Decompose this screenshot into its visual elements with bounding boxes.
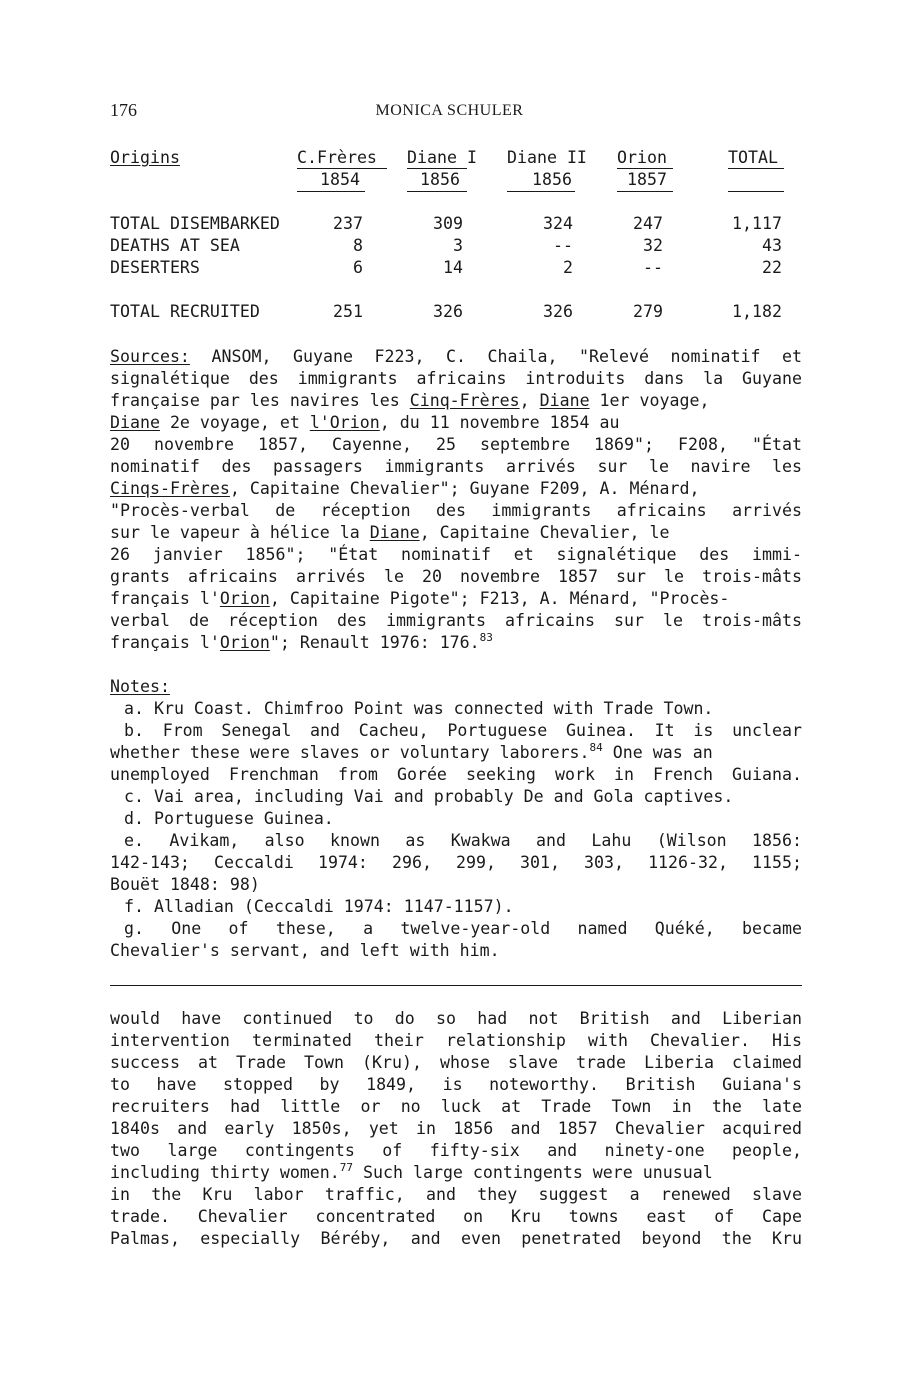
header-rule <box>407 168 467 169</box>
text-line: two large contingents of fifty-six and ninety-one people, <box>110 1141 802 1160</box>
table-cell: -- <box>643 258 663 277</box>
row-label-deserters: DESERTERS <box>110 258 200 277</box>
table-cell: 6 <box>353 258 363 277</box>
table-cell: 1,182 <box>732 302 782 321</box>
column-header-cfreres: C.Frères <box>297 148 377 167</box>
text-run: français l' <box>110 633 220 652</box>
table-cell: 251 <box>333 302 363 321</box>
note-g-cont: Chevalier's servant, and left with him. <box>110 941 500 960</box>
year-rule <box>407 191 467 192</box>
table-cell: -- <box>553 236 573 255</box>
text-line <box>110 566 802 588</box>
text-line: would have continued to do so had not British and Liberian <box>110 1009 802 1028</box>
column-header-total: TOTAL <box>728 148 778 167</box>
note-b: b. From Senegal and Cacheu, Portuguese Guinea. It is unclear <box>124 721 802 740</box>
text-line <box>110 478 802 500</box>
text-run: "; Renault 1976: 176. <box>269 633 480 652</box>
table-cell: 32 <box>643 236 663 255</box>
text-line <box>110 544 802 566</box>
text-run: , Capitaine Chevalier"; Guyane F209, A. Ménard, <box>229 479 700 498</box>
body-paragraph <box>110 1008 802 1250</box>
text-run: 26 janvier 1856"; "État nominatif et signalétique des immi- <box>110 545 802 564</box>
text-line <box>110 500 802 522</box>
ship-name: Orion <box>219 589 270 608</box>
text-run: nominatif des passagers immigrants arrivés sur le navire les <box>110 457 802 476</box>
table-cell: 14 <box>443 258 463 277</box>
note-g: g. One of these, a twelve-year-old named Quéké, became <box>124 919 802 938</box>
running-head: MONICA SCHULER <box>375 102 524 119</box>
text-run: , <box>519 391 540 410</box>
table-cell: 326 <box>543 302 573 321</box>
text-run: sur le vapeur à hélice la <box>110 523 370 542</box>
ship-name: l'Orion <box>309 413 380 432</box>
note-e-cont: Bouët 1848: 98) <box>110 875 260 894</box>
text-line <box>110 412 802 434</box>
text-run: , du 11 novembre 1854 au <box>379 413 620 432</box>
ship-name: Diane <box>539 391 590 410</box>
footnote-ref-84: 84 <box>589 741 603 754</box>
table-cell: 22 <box>762 258 782 277</box>
notes-label: Notes: <box>110 677 170 696</box>
note-e-cont: 142-143; Ceccaldi 1974: 296, 299, 301, 303, 1126-32, 1155; <box>110 853 802 872</box>
text-line <box>110 368 802 390</box>
text-line <box>110 610 802 632</box>
header-rule <box>297 168 387 169</box>
text-line: intervention terminated their relationship with Chevalier. His <box>110 1031 802 1050</box>
text-line <box>110 522 802 544</box>
table-cell: 2 <box>563 258 573 277</box>
text-line: recruiters had little or no luck at Trade Town in the late <box>110 1097 802 1116</box>
note-e: e. Avikam, also known as Kwakwa and Lahu (Wilson 1856: <box>124 831 802 850</box>
ship-name: Cinq-Frères <box>409 391 520 410</box>
ship-name: Cinqs-Frères <box>110 479 230 498</box>
table-cell: 326 <box>433 302 463 321</box>
table-cell: 1,117 <box>732 214 782 233</box>
text-run: One was an <box>602 743 713 762</box>
text-run: signalétique des immigrants africains introduits dans la Guyane <box>110 369 802 388</box>
header-rule <box>728 168 784 169</box>
text-line <box>110 456 802 478</box>
column-header-orion: Orion <box>617 148 667 167</box>
note-f: f. Alladian (Ceccaldi 1974: 1147-1157). <box>124 897 514 916</box>
text-run: français l' <box>110 589 220 608</box>
table-cell: 247 <box>633 214 663 233</box>
column-year-orion: 1857 <box>627 170 667 189</box>
section-divider <box>110 985 802 986</box>
text-run: Such large contingents were unusual <box>353 1163 713 1182</box>
note-c: c. Vai area, including Vai and probably De and Gola captives. <box>124 787 734 806</box>
footnote-ref-83: 83 <box>479 631 493 644</box>
text-line: to have stopped by 1849, is noteworthy. British Guiana's <box>110 1075 802 1094</box>
text-run: 2e voyage, et <box>159 413 310 432</box>
note-b-cont: unemployed Frenchman from Gorée seeking work in French Guiana. <box>110 765 802 784</box>
year-rule <box>617 191 673 192</box>
header-rule <box>617 168 673 169</box>
text-line: success at Trade Town (Kru), whose slave trade Liberia claimed <box>110 1053 802 1072</box>
row-label-total-disembarked: TOTAL DISEMBARKED <box>110 214 280 233</box>
text-run: 20 novembre 1857, Cayenne, 25 septembre 1869"; F208, "État <box>110 435 802 454</box>
row-label-total-recruited: TOTAL RECRUITED <box>110 302 260 321</box>
year-rule <box>297 191 365 192</box>
text-line <box>110 1162 802 1184</box>
notes-section <box>110 676 802 962</box>
column-year-diane-ii: 1856 <box>532 170 572 189</box>
column-header-diane-ii: Diane II <box>507 148 587 167</box>
text-line: in the Kru labor traffic, and they suggest a renewed slave <box>110 1185 802 1204</box>
text-run: 1er voyage, <box>589 391 710 410</box>
text-line <box>110 346 802 368</box>
table-cell: 309 <box>433 214 463 233</box>
text-run: verbal de réception des immigrants africains sur le trois-mâts <box>110 611 802 630</box>
text-line <box>110 434 802 456</box>
text-run: grants africains arrivés le 20 novembre 1857 sur le trois-mâts <box>110 567 802 586</box>
text-line: Palmas, especially Béréby, and even penetrated beyond the Kru <box>110 1229 802 1248</box>
sources-paragraph <box>110 346 802 654</box>
column-year-diane-i: 1856 <box>420 170 460 189</box>
text-run: "Procès-verbal de réception des immigrants africains arrivés <box>110 501 802 520</box>
table-cell: 279 <box>633 302 663 321</box>
text-line <box>110 390 802 412</box>
table-cell: 237 <box>333 214 363 233</box>
text-run: ANSOM, Guyane F223, C. Chaila, "Relevé nominatif et <box>211 347 802 366</box>
ship-name: Diane <box>110 413 160 432</box>
row-label-deaths-at-sea: DEATHS AT SEA <box>110 236 240 255</box>
sources-label: Sources: <box>110 347 190 366</box>
year-rule <box>507 191 575 192</box>
page-number: 176 <box>110 100 137 120</box>
text-line <box>110 588 802 610</box>
text-run: including thirty women. <box>110 1163 340 1182</box>
note-a: a. Kru Coast. Chimfroo Point was connected with Trade Town. <box>124 699 714 718</box>
footnote-ref-77: 77 <box>339 1161 354 1174</box>
table-cell: 43 <box>762 236 782 255</box>
note-d: d. Portuguese Guinea. <box>124 809 334 828</box>
text-run: française par les navires les <box>110 391 410 410</box>
text-run: whether these were slaves or voluntary laborers. <box>110 743 590 762</box>
text-run: , Capitaine Chevalier, le <box>419 523 670 542</box>
year-rule <box>728 191 784 192</box>
text-line: trade. Chevalier concentrated on Kru towns east of Cape <box>110 1207 802 1226</box>
text-line: 1840s and early 1850s, yet in 1856 and 1857 Chevalier acquired <box>110 1119 802 1138</box>
text-line <box>110 632 802 654</box>
table-cell: 3 <box>453 236 463 255</box>
ship-name: Diane <box>369 523 420 542</box>
origins-header: Origins <box>110 148 180 167</box>
text-run: , Capitaine Pigote"; F213, A. Ménard, "Procès- <box>269 589 730 608</box>
column-header-diane-i: Diane I <box>407 148 477 167</box>
column-year-cfreres: 1854 <box>320 170 360 189</box>
table-cell: 324 <box>543 214 573 233</box>
ship-name: Orion <box>219 633 270 652</box>
note-b-cont <box>110 742 802 764</box>
table-cell: 8 <box>353 236 363 255</box>
